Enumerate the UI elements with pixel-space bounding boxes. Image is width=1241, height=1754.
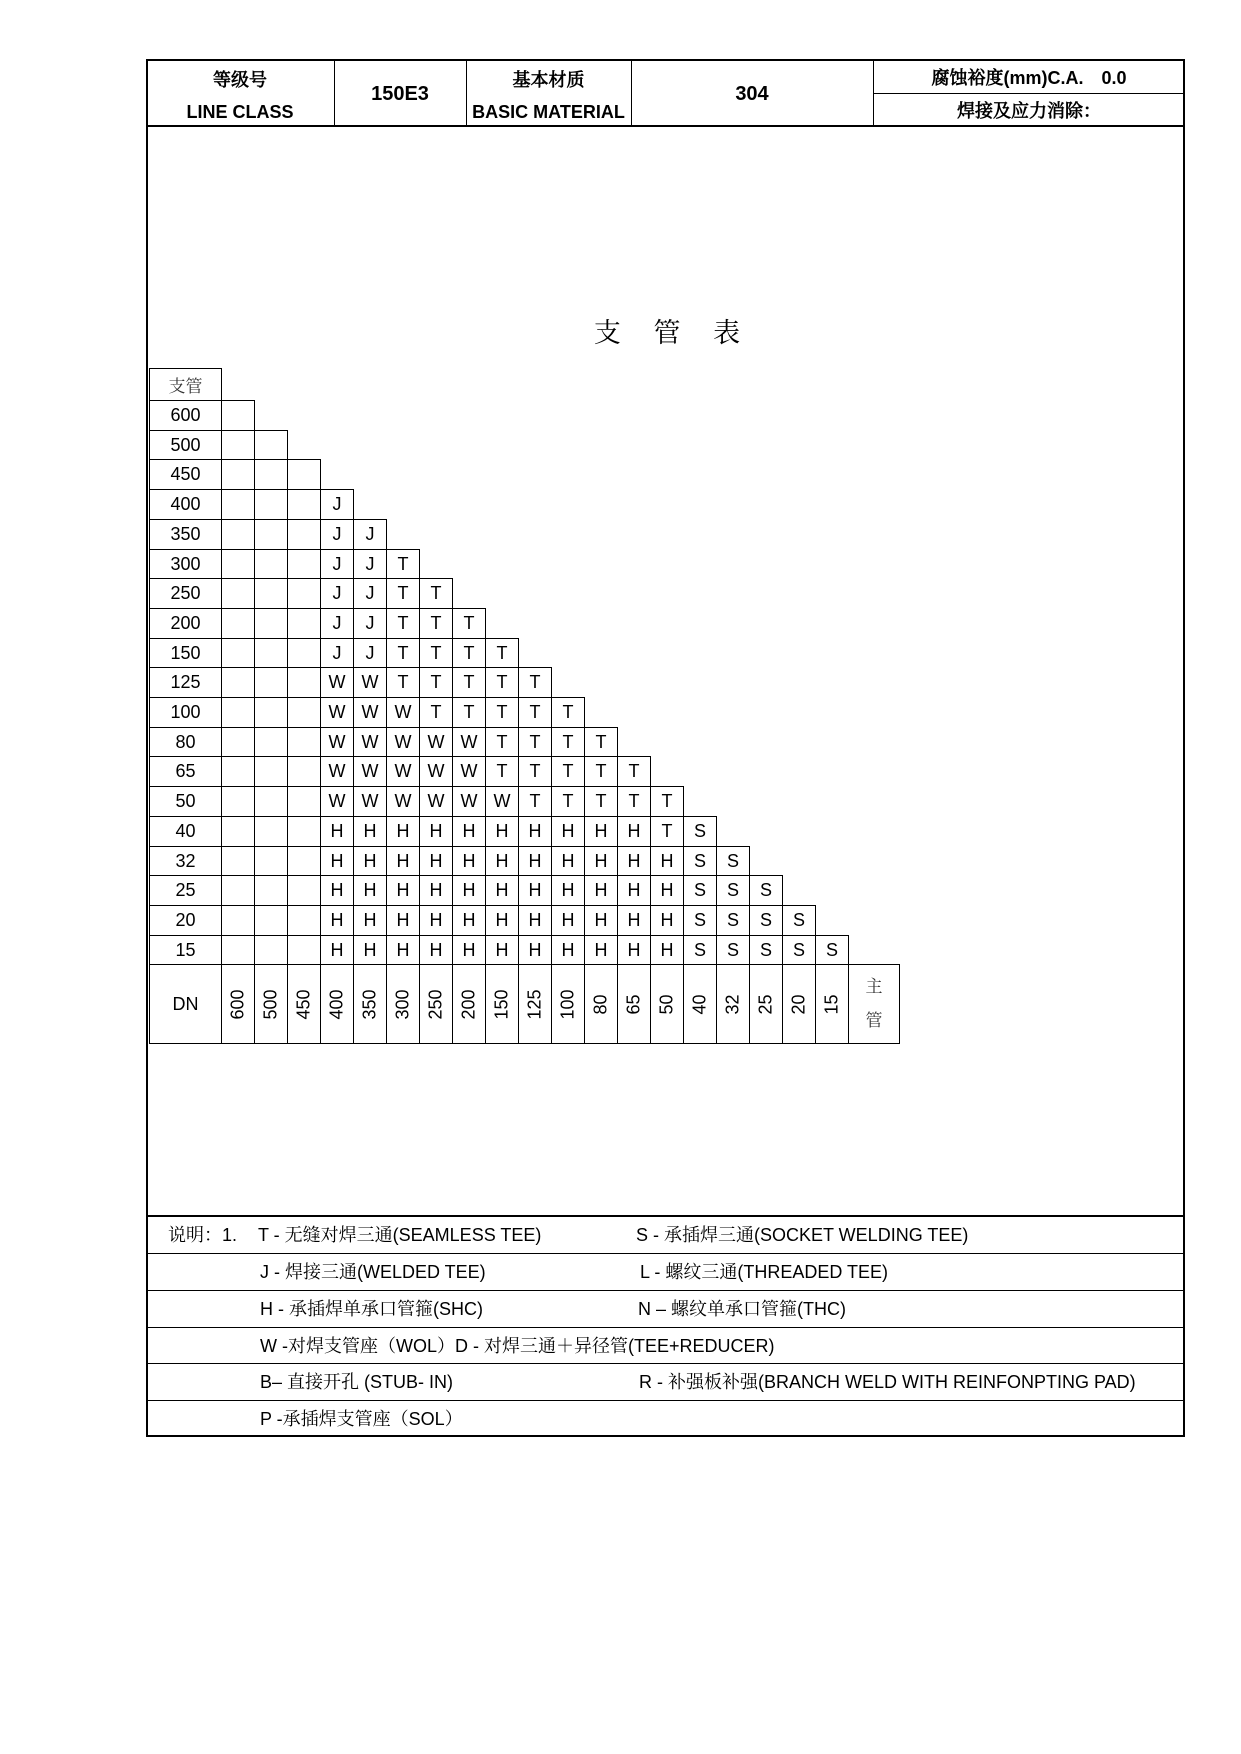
table-cell: T [518,727,552,757]
run-size-label: 600 [227,988,248,1020]
run-size-label: 400 [326,988,347,1020]
table-cell: W [353,697,387,728]
table-cell [287,786,321,817]
table-cell [254,935,288,965]
table-cell [221,756,255,787]
table-cell [287,846,321,876]
branch-size-label: 65 [149,756,222,787]
table-cell: H [584,935,618,965]
run-size-label: 20 [788,993,809,1015]
table-cell: J [320,608,354,639]
table-cell [221,846,255,876]
run-size-cell [617,964,651,1044]
table-cell: S [683,875,717,906]
table-cell [254,756,288,787]
table-cell: H [353,935,387,965]
table-cell: S [683,905,717,936]
table-cell: T [485,756,519,787]
line-class-label-en: LINE CLASS [186,102,294,122]
run-size-cell [815,964,849,1044]
run-size-cell [320,964,354,1044]
table-cell [254,875,288,906]
table-cell: H [617,875,651,906]
branch-size-label: 400 [149,489,222,520]
table-cell: H [617,816,651,847]
note-entry-left: J - 焊接三通(WELDED TEE) [260,1262,486,1282]
table-cell: T [452,638,486,668]
table-cell [254,549,288,579]
line-class-label-cn: 等级号 [213,70,267,90]
table-cell: T [485,727,519,757]
branch-size-label: 40 [149,816,222,847]
table-cell: T [551,697,585,728]
table-cell [287,667,321,698]
table-cell [221,638,255,668]
run-size-label: 100 [557,988,578,1020]
table-cell: J [353,578,387,609]
table-cell [254,459,288,490]
table-cell [287,459,321,490]
table-cell: T [518,756,552,787]
table-cell [254,519,288,550]
table-cell [221,578,255,609]
table-cell: H [650,846,684,876]
table-cell: S [749,875,783,906]
table-cell [287,489,321,520]
table-cell: H [419,846,453,876]
table-cell [254,667,288,698]
table-cell: H [452,875,486,906]
table-cell: S [815,935,849,965]
table-cell [254,727,288,757]
table-cell: T [386,667,420,698]
branch-size-label: 125 [149,667,222,698]
table-cell: S [749,905,783,936]
table-cell [254,816,288,847]
table-cell: W [485,786,519,817]
table-cell: T [386,608,420,639]
table-cell: H [320,846,354,876]
table-cell: T [551,786,585,817]
table-cell: H [485,905,519,936]
table-cell: H [419,875,453,906]
dn-label: DN [149,964,222,1044]
table-cell: T [518,697,552,728]
table-cell: T [419,667,453,698]
table-cell: J [353,519,387,550]
run-size-label: 65 [623,993,644,1015]
table-cell: T [650,786,684,817]
corrosion-allowance-row [873,66,1185,90]
table-cell: H [650,935,684,965]
table-cell: S [683,935,717,965]
branch-size-label: 25 [149,875,222,906]
table-cell: S [782,935,816,965]
table-cell: T [452,667,486,698]
table-cell [287,935,321,965]
table-cell [221,608,255,639]
table-cell [221,400,255,431]
table-cell: W [452,756,486,787]
table-cell: H [452,905,486,936]
table-cell: T [386,578,420,609]
table-cell: T [584,786,618,817]
table-cell: W [353,727,387,757]
table-cell [287,638,321,668]
table-cell: W [452,727,486,757]
table-cell [287,756,321,787]
table-cell: W [320,727,354,757]
table-cell: H [584,816,618,847]
table-cell: T [518,786,552,817]
run-size-cell [419,964,453,1044]
table-cell [287,727,321,757]
page-title: 支 管 表 [593,318,753,349]
table-cell [254,846,288,876]
run-size-label: 200 [458,988,479,1020]
main-pipe-header-label: 主管 [865,977,883,1031]
branch-size-label: 20 [149,905,222,936]
table-cell: S [683,816,717,847]
branch-size-label: 15 [149,935,222,965]
main-pipe-header-cell [848,964,900,1044]
table-cell [287,816,321,847]
table-cell: H [584,875,618,906]
corrosion-allowance-label: 腐蚀裕度(mm)C.A. [931,68,1084,88]
table-cell: J [320,519,354,550]
branch-size-label: 100 [149,697,222,728]
table-cell [254,489,288,520]
branch-size-label: 32 [149,846,222,876]
table-cell: H [353,846,387,876]
table-cell: W [320,756,354,787]
run-size-cell [452,964,486,1044]
run-size-label: 150 [491,988,512,1020]
table-cell: T [617,756,651,787]
table-cell: T [419,638,453,668]
table-cell [221,875,255,906]
table-cell: H [386,846,420,876]
table-cell: S [749,935,783,965]
branch-size-label: 600 [149,400,222,431]
table-cell [221,935,255,965]
table-cell: W [320,786,354,817]
note-entry-right: L - 螺纹三通(THREADED TEE) [640,1262,889,1282]
run-size-cell [716,964,750,1044]
note-entry-right: N – 螺纹单承口管箍(THC) [638,1299,846,1319]
run-size-cell [782,964,816,1044]
table-cell: H [452,935,486,965]
basic-material-label-en: BASIC MATERIAL [472,102,625,122]
table-cell: T [650,816,684,847]
table-cell: H [650,905,684,936]
line-class-value: 150E3 [371,83,429,105]
table-cell [254,697,288,728]
table-cell: W [353,667,387,698]
table-cell: H [551,875,585,906]
run-size-label: 300 [392,988,413,1020]
note-entry-right: R - 补强板补强(BRANCH WELD WITH REINFONPTING PAD) [639,1372,1136,1392]
table-cell: T [485,697,519,728]
basic-material-label-cn: 基本材质 [512,70,585,90]
branch-size-label: 450 [149,459,222,490]
table-cell: S [716,905,750,936]
table-cell: W [386,756,420,787]
branch-size-label: 300 [149,549,222,579]
table-cell: H [485,935,519,965]
table-cell: H [551,846,585,876]
run-size-label: 15 [821,993,842,1015]
table-cell: H [518,905,552,936]
table-cell: T [452,608,486,639]
run-size-cell [386,964,420,1044]
table-cell: H [386,905,420,936]
run-size-label: 500 [260,988,281,1020]
table-cell: S [716,935,750,965]
run-size-label: 50 [656,993,677,1015]
table-cell [287,697,321,728]
note-entry-left: B– 直接开孔 (STUB- IN) [260,1372,454,1392]
note-entry-left: P -承插焊支管座（SOL） [260,1409,463,1429]
table-cell: T [386,549,420,579]
table-cell: H [485,816,519,847]
table-cell: W [419,727,453,757]
table-cell: W [386,786,420,817]
table-cell [221,549,255,579]
run-size-label: 40 [689,993,710,1015]
table-cell: T [386,638,420,668]
table-cell: H [584,905,618,936]
table-cell: W [419,756,453,787]
table-cell: H [320,905,354,936]
table-cell: H [485,846,519,876]
table-cell [254,786,288,817]
table-cell: H [551,935,585,965]
table-cell: T [584,756,618,787]
corrosion-allowance-value: 0.0 [1101,68,1127,88]
run-size-cell [749,964,783,1044]
table-cell: H [353,875,387,906]
run-size-label: 250 [425,988,446,1020]
table-cell [287,875,321,906]
table-cell [221,727,255,757]
table-cell [221,519,255,550]
table-cell: H [584,846,618,876]
table-cell: H [518,816,552,847]
note-entry-left: W -对焊支管座（WOL）D - 对焊三通＋异径管(TEE+REDUCER) [260,1336,775,1356]
run-size-cell [584,964,618,1044]
table-cell [221,905,255,936]
note-entry-left: H - 承插焊单承口管箍(SHC) [260,1299,483,1319]
note-entry-right: S - 承插焊三通(SOCKET WELDING TEE) [636,1225,969,1245]
table-cell: H [320,935,354,965]
table-cell [287,578,321,609]
table-cell: H [320,875,354,906]
run-size-cell [485,964,519,1044]
table-cell: J [320,578,354,609]
table-cell [254,608,288,639]
table-cell: H [452,846,486,876]
run-size-cell [353,964,387,1044]
table-cell: T [518,667,552,698]
basic-material-value: 304 [735,83,769,105]
branch-size-label: 50 [149,786,222,817]
table-cell: T [419,697,453,728]
table-cell: T [419,578,453,609]
table-cell: T [617,786,651,817]
table-cell: H [353,905,387,936]
table-cell: H [419,816,453,847]
table-cell [287,549,321,579]
table-cell: S [683,846,717,876]
table-cell: H [452,816,486,847]
table-cell [221,786,255,817]
table-cell: J [320,549,354,579]
table-cell [287,905,321,936]
table-cell: H [650,875,684,906]
table-cell: T [419,608,453,639]
table-cell: S [716,846,750,876]
table-cell: W [419,786,453,817]
run-size-label: 125 [524,988,545,1020]
table-cell [254,430,288,460]
run-size-cell [254,964,288,1044]
table-cell: S [782,905,816,936]
table-cell [287,519,321,550]
branch-size-label: 500 [149,430,222,460]
table-cell [221,430,255,460]
run-size-cell [518,964,552,1044]
table-cell: W [353,756,387,787]
run-size-label: 450 [293,988,314,1020]
branch-size-label: 80 [149,727,222,757]
table-cell: H [386,816,420,847]
table-cell [287,608,321,639]
table-cell: T [485,667,519,698]
table-cell: H [353,816,387,847]
run-size-label: 350 [359,988,380,1020]
run-size-cell [650,964,684,1044]
run-size-label: 80 [590,993,611,1015]
run-size-label: 25 [755,993,776,1015]
table-cell: T [551,727,585,757]
table-cell: S [716,875,750,906]
table-cell: T [584,727,618,757]
table-cell: W [452,786,486,817]
table-cell: J [353,638,387,668]
table-cell: H [419,905,453,936]
table-cell: H [617,905,651,936]
table-cell [221,489,255,520]
run-size-cell [287,964,321,1044]
table-cell: H [551,816,585,847]
table-cell [254,638,288,668]
table-cell: T [452,697,486,728]
table-cell [221,459,255,490]
branch-size-label: 150 [149,638,222,668]
table-cell: J [353,549,387,579]
header-bottom-divider [146,125,1185,127]
table-cell: H [386,875,420,906]
table-cell: H [320,816,354,847]
table-cell: T [551,756,585,787]
table-cell [221,667,255,698]
branch-header-label: 支管 [149,368,222,401]
table-cell: W [386,697,420,728]
table-cell: J [353,608,387,639]
table-cell: T [485,638,519,668]
notes-prefix: 说明：1. [168,1225,238,1245]
table-cell: H [551,905,585,936]
table-cell: H [617,846,651,876]
table-cell [221,816,255,847]
branch-size-label: 350 [149,519,222,550]
table-cell: W [320,697,354,728]
table-cell: H [419,935,453,965]
table-cell: J [320,489,354,520]
run-size-cell [221,964,255,1044]
table-cell: H [518,935,552,965]
table-cell: H [617,935,651,965]
run-size-cell [551,964,585,1044]
table-cell: H [386,935,420,965]
table-cell: W [353,786,387,817]
table-cell [254,578,288,609]
table-cell: W [320,667,354,698]
table-cell [254,905,288,936]
header-divider [873,93,1185,94]
run-size-cell [683,964,717,1044]
table-cell [221,697,255,728]
note-entry-left: T - 无缝对焊三通(SEAMLESS TEE) [258,1225,542,1245]
branch-size-label: 200 [149,608,222,639]
table-cell: H [485,875,519,906]
pwht-label: 焊接及应力消除： [957,101,1101,121]
table-cell: J [320,638,354,668]
table-cell: H [518,875,552,906]
table-cell: W [386,727,420,757]
run-size-label: 32 [722,993,743,1015]
table-cell: H [518,846,552,876]
branch-size-label: 250 [149,578,222,609]
